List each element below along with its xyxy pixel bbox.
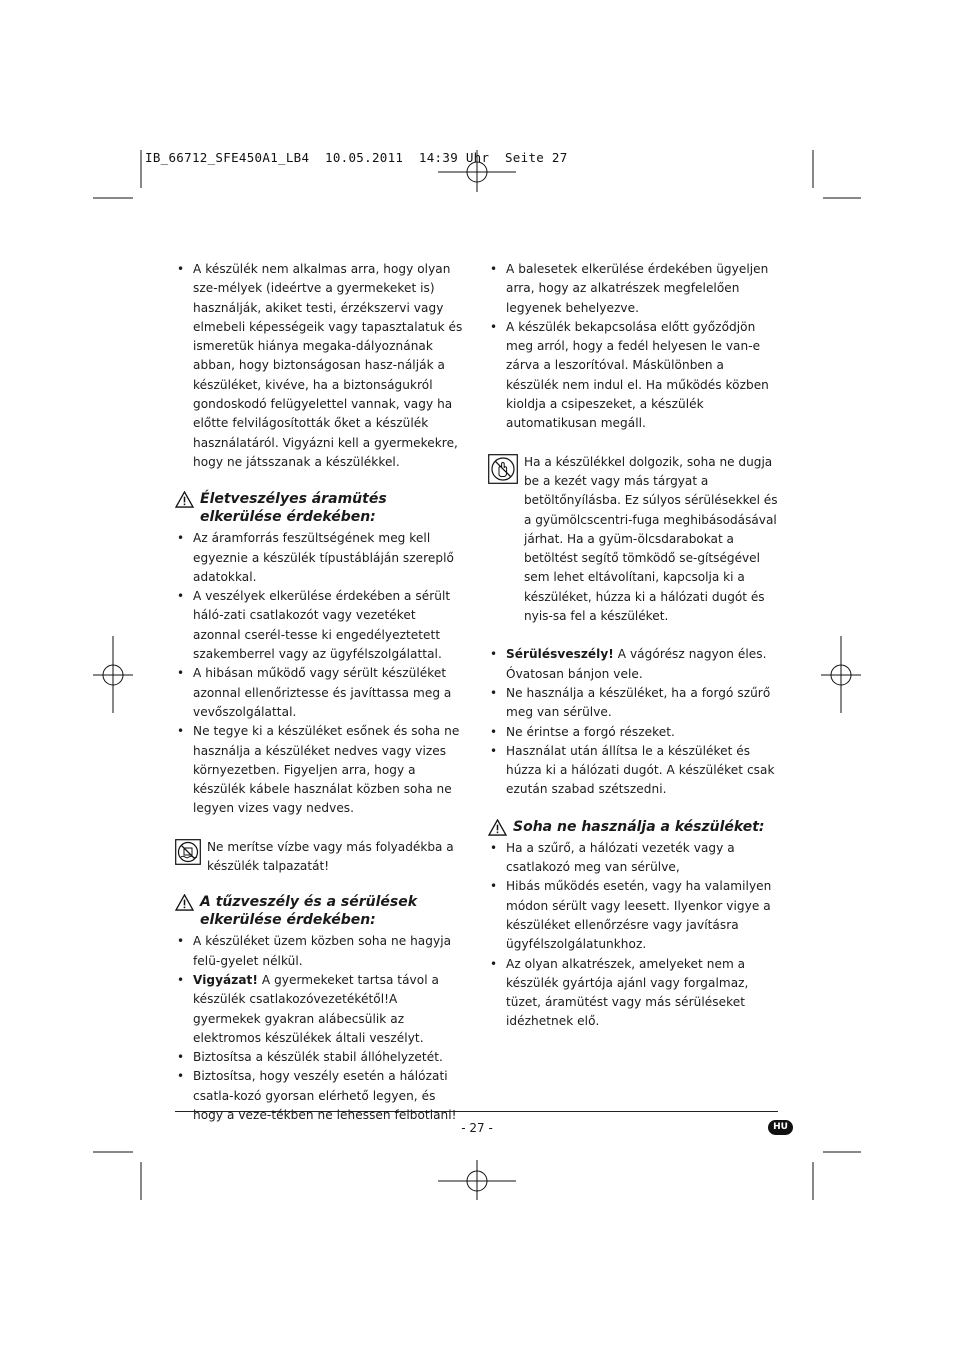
list-item: • Használat után állítsa le a készüléket és húzza ki a hálózati dugót. A készüléket csak ezután szabad szétszedni. bbox=[488, 742, 780, 800]
no-immersion-icon bbox=[175, 839, 201, 865]
warning-text: A gyermekeket tartsa távol a készülék csatlakozóvezetékétől!A gyermekek gyakran alábecsülik az elektromos készülékek általi veszélyt. bbox=[193, 972, 439, 1045]
list-item bbox=[488, 645, 780, 684]
intro-list bbox=[175, 260, 467, 472]
no-hand-in-opening-icon bbox=[488, 454, 518, 484]
never-use-list bbox=[488, 839, 780, 1032]
icon-note-text: Ha a készülékkel dolgozik, soha ne dugja be a kezét vagy más tárgyat a betöltőnyílásba. Ez súlyos sérülésekkel és a gyümölcscentri-fuga meghibásodásával járhat. Ha a gyüm-ölcsdarabokat a betöltést segítő tömködő se-gítségével sem lehet eltávolítani, kapcsolja ki a készüléket, húzza ki a hálózati dugót és nyis-sa fel a készüléket. bbox=[524, 454, 778, 624]
icon-note-text: Ne merítse vízbe vagy más folyadékba a készülék talpazatát! bbox=[207, 839, 454, 874]
list-item: • A készülék bekapcsolása előtt győződjön meg arról, hogy a fedél helyesen le van-e zárva a leszorítóval. Máskülönben a készülék nem indul el. Ha működés közben kioldja a csipeszeket, a készülék automatikusan megáll. bbox=[488, 318, 780, 434]
list-item: • Az olyan alkatrészek, amelyeket nem a készülék gyártója ajánl vagy forgalmaz, tüzet, áramütést vagy más sérüléseket idézhetnek elő. bbox=[488, 955, 780, 1032]
right-column bbox=[488, 260, 780, 1032]
language-badge: HU bbox=[768, 1120, 793, 1135]
warning-triangle-icon bbox=[488, 819, 507, 836]
warning-text: A vágórész nagyon éles. Óvatosan bánjon vele. bbox=[506, 647, 767, 681]
list-item: • Biztosítsa, hogy veszély esetén a hálózati csatla-kozó gyorsan elérhető legyen, és hogy a veze-tékben ne lehessen felbotlani! bbox=[175, 1067, 467, 1125]
registration-crosshair-icon bbox=[438, 1160, 516, 1200]
section-heading bbox=[175, 893, 467, 929]
icon-note bbox=[488, 453, 780, 627]
warning-lead: Sérülésveszély! bbox=[506, 647, 614, 662]
section-heading bbox=[488, 818, 780, 836]
print-slug: IB_66712_SFE450A1_LB4 10.05.2011 14:39 Uhr Seite 27 bbox=[145, 150, 568, 165]
registration-crosshair-icon bbox=[93, 636, 133, 713]
warning-lead: Vigyázat! bbox=[193, 972, 258, 987]
footer-divider bbox=[175, 1111, 778, 1112]
list-item: • Biztosítsa a készülék stabil állóhelyzetét. bbox=[175, 1048, 467, 1067]
registration-crosshair-icon bbox=[821, 636, 861, 713]
list-item: • Ne tegye ki a készüléket esőnek és soha ne használja a készüléket nedves vagy vizes környezetben. Figyeljen arra, hogy a készülék kábele használat közben soha ne legyen vizes vagy nedves. bbox=[175, 722, 467, 818]
page-number: - 27 - bbox=[461, 1121, 493, 1135]
list-item: • A készülék nem alkalmas arra, hogy olyan sze-mélyek (ideértve a gyermekeket is) használják, akiket testi, érzékszervi vagy elmebeli képességeik vagy tapasztalatuk és ismeretük hiánya megaka-dályoznának abban, hogy biztonságosan hasz-nálják a készüléket, kivéve, ha a biztonságukról gondoskodó felügyelettel vannak, vagy ha előtte felvilágosították őket a készülék használatáról. Vigyázni kell a gyermekekre, hogy ne játsszanak a készülékkel. bbox=[175, 260, 467, 472]
warning-triangle-icon bbox=[175, 894, 194, 911]
list-item bbox=[175, 971, 467, 1048]
list-item: • A hibásan működő vagy sérült készüléket azonnal ellenőriztesse és javíttassa meg a vevőszolgálattal. bbox=[175, 664, 467, 722]
list-item: • A balesetek elkerülése érdekében ügyeljen arra, hogy az alkatrészek megfelelően legyenek behelyezve. bbox=[488, 260, 780, 318]
list-item: • Ha a szűrő, a hálózati vezeték vagy a csatlakozó meg van sérülve, bbox=[488, 839, 780, 878]
icon-note bbox=[175, 838, 467, 877]
section-heading bbox=[175, 490, 467, 526]
assembly-list bbox=[488, 260, 780, 434]
electric-safety-list bbox=[175, 529, 467, 818]
list-item: • A készüléket üzem közben soha ne hagyja felü-gyelet nélkül. bbox=[175, 932, 467, 971]
list-item: • Ne érintse a forgó részeket. bbox=[488, 723, 780, 742]
section-title: Életveszélyes áramütés elkerülése érdekében: bbox=[200, 491, 387, 526]
injury-list bbox=[488, 645, 780, 799]
list-item: • A veszélyek elkerülése érdekében a sérült háló-zati csatlakozót vagy vezetéket azonnal cserél-tesse ki engedélyeztetett szakemberrel vagy az ügyfélszolgálattal. bbox=[175, 587, 467, 664]
list-item: • Hibás működés esetén, vagy ha valamilyen módon sérült vagy leesett. Ilyenkor vigye a készüléket ellenőrzésre vagy javításra ügyfélszolgálatunkhoz. bbox=[488, 877, 780, 954]
left-column bbox=[175, 260, 467, 1125]
list-item: • Az áramforrás feszültségének meg kell egyeznie a készülék típustábláján szereplő adatokkal. bbox=[175, 529, 467, 587]
section-title: Soha ne használja a készüléket: bbox=[513, 818, 765, 835]
fire-safety-list bbox=[175, 932, 467, 1125]
warning-triangle-icon bbox=[175, 491, 194, 508]
list-item: • Ne használja a készüléket, ha a forgó szűrő meg van sérülve. bbox=[488, 684, 780, 723]
section-title: A tűzveszély és a sérülések elkerülése érdekében: bbox=[200, 894, 418, 929]
